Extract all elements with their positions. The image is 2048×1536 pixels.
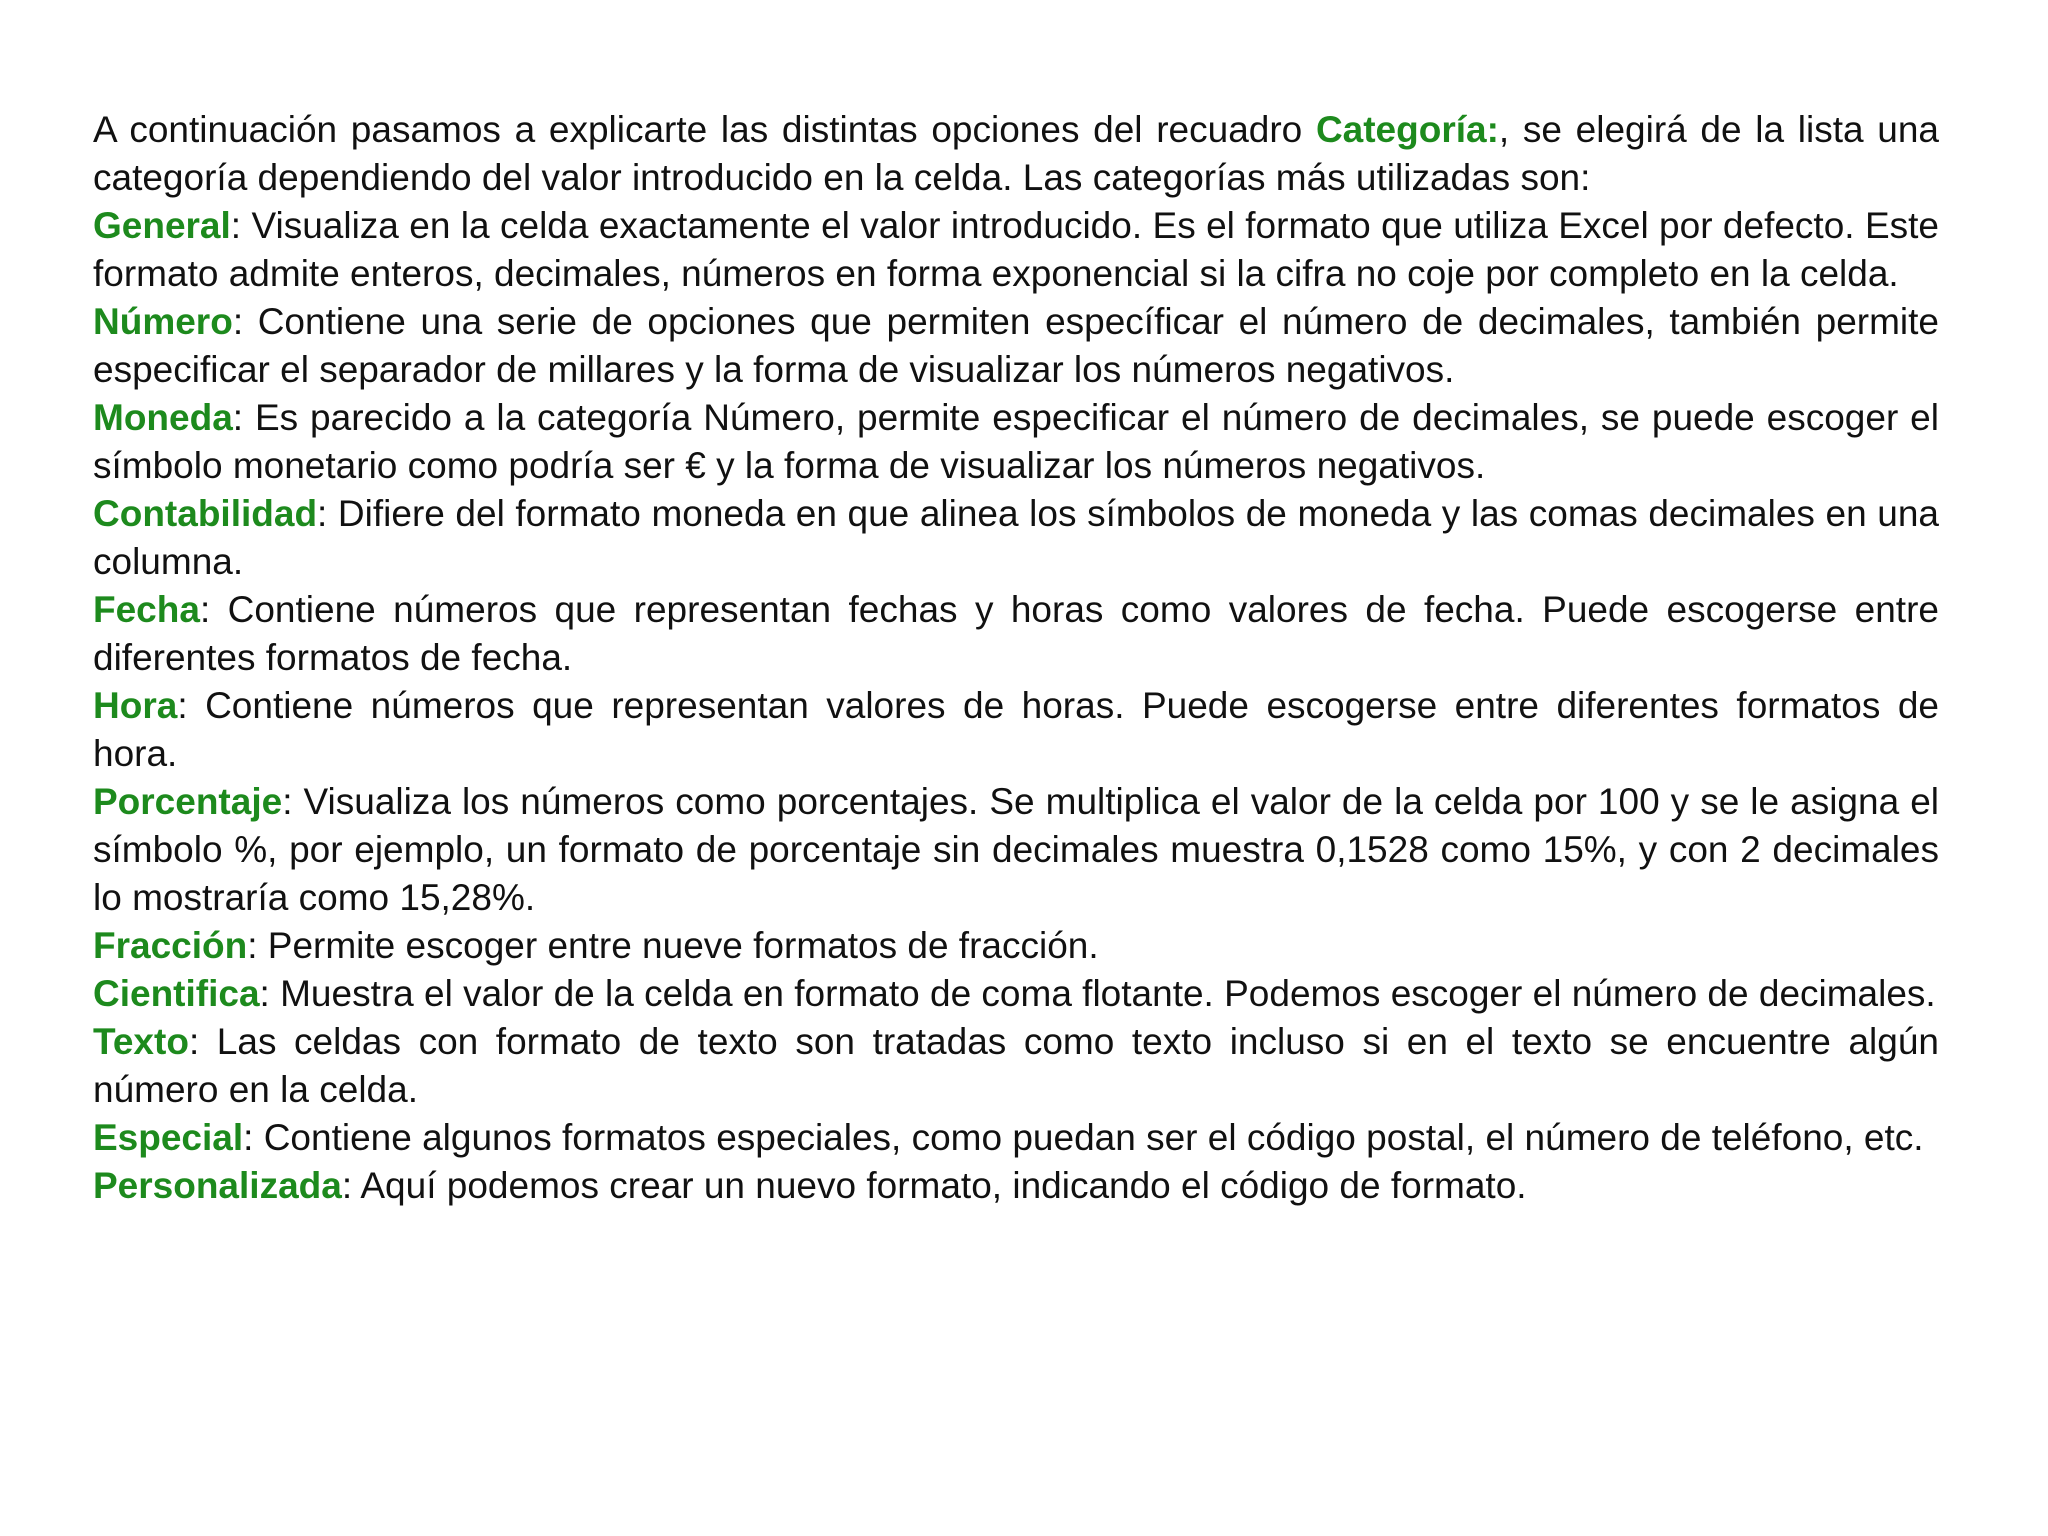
category-description: : Contiene números que representan fechas y horas como valores de fecha. Puede escogerse entre diferentes formatos de fecha. [93,589,1939,678]
category-contabilidad [93,490,1939,586]
category-term: Especial [93,1117,244,1158]
category-description: : Difiere del formato moneda en que alinea los símbolos de moneda y las comas decimales en una columna. [93,493,1939,582]
category-personalizada [93,1162,1939,1210]
category-especial [93,1114,1939,1162]
category-hora [93,682,1939,778]
category-porcentaje [93,778,1939,922]
category-numero [93,298,1939,394]
category-description: : Permite escoger entre nueve formatos de fracción. [247,925,1099,966]
category-term: Porcentaje [93,781,283,822]
category-term: Número [93,301,233,342]
category-term: Fracción [93,925,248,966]
category-term: Fecha [93,589,200,630]
intro-paragraph [93,106,1939,202]
category-term: Personalizada [93,1165,342,1206]
category-moneda [93,394,1939,490]
category-description: : Las celdas con formato de texto son tratadas como texto incluso si en el texto se encuentre algún número en la celda. [93,1021,1939,1110]
category-description: : Contiene una serie de opciones que permiten específicar el número de decimales, también permite especificar el separador de millares y la forma de visualizar los números negativos. [93,301,1939,390]
category-description: : Visualiza en la celda exactamente el valor introducido. Es el formato que utiliza Excel por defecto. Este formato admite enteros, decimales, números en forma exponencial si la cifra no coje por completo en la celda. [93,205,1939,294]
category-term: Texto [93,1021,189,1062]
category-description: : Contiene números que representan valores de horas. Puede escogerse entre diferentes formatos de hora. [93,685,1939,774]
category-fraccion [93,922,1939,970]
category-description: : Contiene algunos formatos especiales, como puedan ser el código postal, el número de teléfono, etc. [243,1117,1924,1158]
intro-term: Categoría: [1315,109,1499,150]
category-term: General [93,205,231,246]
category-term: Cientifica [93,973,260,1014]
intro-text-after: , se elegirá de la lista una categoría dependiendo del valor introducido en la celda. Las categorías más utilizadas son: [93,109,1939,198]
category-description: : Aquí podemos crear un nuevo formato, indicando el código de formato. [341,1165,1527,1206]
category-fecha [93,586,1939,682]
category-term: Hora [93,685,178,726]
category-term: Moneda [93,397,233,438]
category-term: Contabilidad [93,493,318,534]
category-texto [93,1018,1939,1114]
category-description: : Visualiza los números como porcentajes. Se multiplica el valor de la celda por 100 y se le asigna el símbolo %, por ejemplo, un formato de porcentaje sin decimales muestra 0,1528 como 15%, y con 2 decimales lo mostraría como 15,28%. [93,781,1939,918]
category-description: : Es parecido a la categoría Número, permite especificar el número de decimales, se puede escoger el símbolo monetario como podría ser € y la forma de visualizar los números negativos. [93,397,1939,486]
category-general [93,202,1939,298]
category-cientifica [93,970,1939,1018]
document-body [93,106,1939,1210]
category-description: : Muestra el valor de la celda en formato de coma flotante. Podemos escoger el número de decimales. [259,973,1936,1014]
intro-text-before: A continuación pasamos a explicarte las distintas opciones del recuadro [93,109,1316,150]
